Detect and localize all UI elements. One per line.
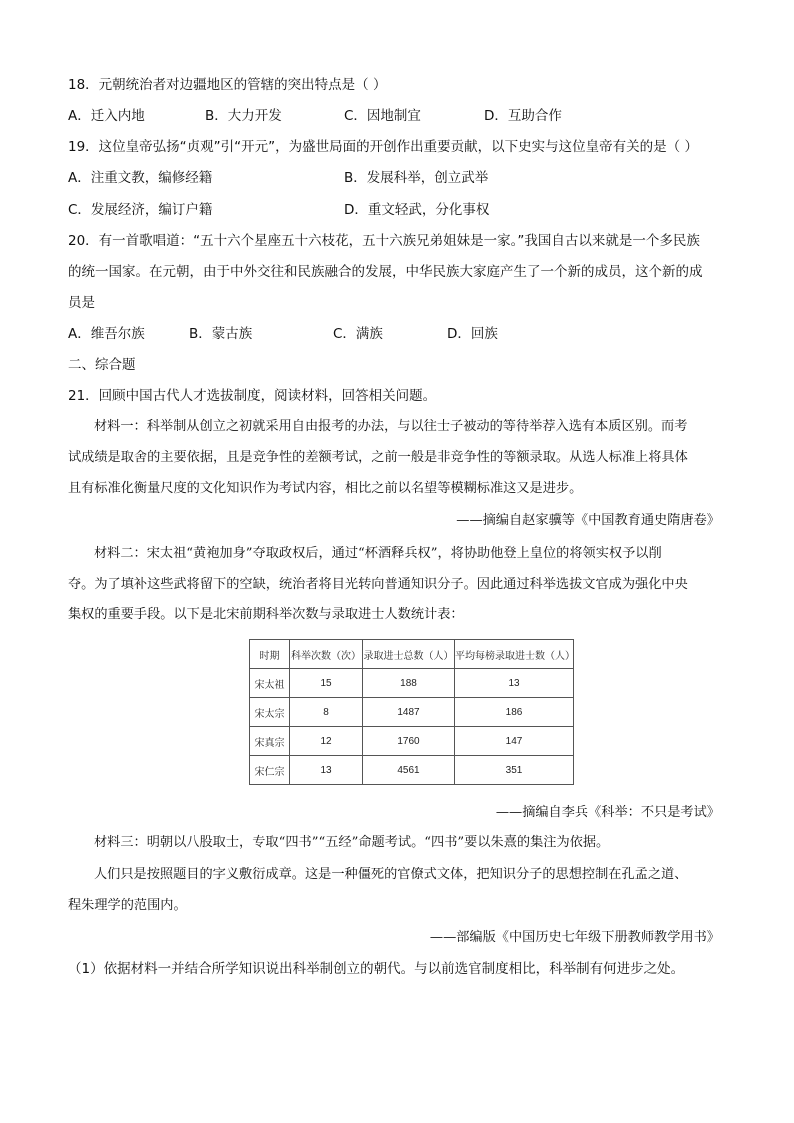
table-header-cell: 录取进士总数（人） [363,640,455,669]
q18-option-c: C．因地制宜 [344,108,421,124]
table-cell: 15 [290,669,363,698]
table-cell: 13 [455,669,574,698]
material3-line1: 材料三：明朝以八股取士，专取“四书”“五经”命题考试。“四书”要以朱熹的集注为依据。 [94,835,610,850]
material1-line3: 且有标准化衡量尺度的文化知识作为考试内容，相比之前以名望等模糊标准这又是进步。 [68,481,583,496]
table-cell: 13 [290,756,363,785]
q19-stem: 19．这位皇帝弘扬“贞观”引“开元”，为盛世局面的开创作出重要贡献，以下史实与这位皇帝有关的是（ ） [68,139,698,155]
table-cell: 351 [455,756,574,785]
q19-option-d: D．重文轻武，分化事权 [344,202,490,218]
q20-stem-line3: 员是 [68,295,95,311]
table-cell: 147 [455,727,574,756]
table-cell: 宋真宗 [250,727,290,756]
jinshi-stats-table [249,639,574,785]
table-cell: 宋太宗 [250,698,290,727]
material2-line2: 夺。为了填补这些武将留下的空缺，统治者将目光转向普通知识分子。因此通过科举选拔文官成为强化中央 [68,577,688,592]
table-row [250,669,574,698]
material2-source: ——摘编自李兵《科举：不只是考试》 [495,805,720,820]
q20-option-c: C．满族 [333,326,383,342]
table-row [250,698,574,727]
q19-option-b: B．发展科举，创立武举 [344,170,489,186]
table-cell: 4561 [363,756,455,785]
table-header-cell: 时期 [250,640,290,669]
table-cell: 宋仁宗 [250,756,290,785]
table-row [250,756,574,785]
q18-option-b: B．大力开发 [205,108,282,124]
material2-line1: 材料二：宋太祖“黄袍加身”夺取政权后，通过“杯酒释兵权”，将协助他登上皇位的将领实权予以削 [94,546,662,561]
q18-stem: 18．元朝统治者对边疆地区的管辖的突出特点是（ ） [68,77,387,93]
material1-line2: 试成绩是取舍的主要依据，且是竞争性的差额考试，之前一般是非竞争性的等额录取。从选人标准上将具体 [68,450,688,465]
q20-stem-line2: 的统一国家。在元朝，由于中外交往和民族融合的发展，中华民族大家庭产生了一个新的成员，这个新的成 [68,264,703,280]
material2-line3: 集权的重要手段。以下是北宋前期科举次数与录取进士人数统计表： [68,607,464,622]
q19-option-c: C．发展经济，编订户籍 [68,202,213,218]
table-header-row [250,640,574,669]
material3-line3: 程朱理学的范围内。 [68,898,187,913]
material1-line1: 材料一：科举制从创立之初就采用自由报考的办法，与以往士子被动的等待举荐入选有本质区别。而考 [94,419,688,434]
table-header-cell: 科举次数（次） [290,640,363,669]
table-cell: 186 [455,698,574,727]
q19-option-a: A．注重文教，编修经籍 [68,170,213,186]
q20-option-a: A．维吾尔族 [68,326,145,342]
material3-source: ——部编版《中国历史七年级下册教师教学用书》 [429,930,720,945]
table-header-cell: 平均每榜录取进士数（人） [455,640,574,669]
table-cell: 8 [290,698,363,727]
q20-stem-line1: 20．有一首歌唱道：“五十六个星座五十六枝花，五十六族兄弟姐妹是一家。”我国自古以来就是一个多民族 [68,233,700,249]
q18-option-a: A．迁入内地 [68,108,145,124]
section-title: 二、综合题 [68,357,136,373]
q21-subquestion-1: （1）依据材料一并结合所学知识说出科举制创立的朝代。与以前选官制度相比，科举制有何进步之处。 [68,961,685,977]
table-cell: 12 [290,727,363,756]
table-cell: 1760 [363,727,455,756]
material1-source: ——摘编自赵家骥等《中国教育通史隋唐卷》 [456,513,720,528]
material3-line2: 人们只是按照题目的字义敷衍成章。这是一种僵死的官僚式文体，把知识分子的思想控制在孔孟之道、 [94,867,688,882]
q18-option-d: D．互助合作 [484,108,562,124]
table-cell: 1487 [363,698,455,727]
table-row [250,727,574,756]
q21-stem: 21．回顾中国古代人才选拔制度，阅读材料，回答相关问题。 [68,388,437,404]
q20-option-d: D．回族 [447,326,498,342]
table-cell: 188 [363,669,455,698]
q20-option-b: B．蒙古族 [189,326,253,342]
table-cell: 宋太祖 [250,669,290,698]
